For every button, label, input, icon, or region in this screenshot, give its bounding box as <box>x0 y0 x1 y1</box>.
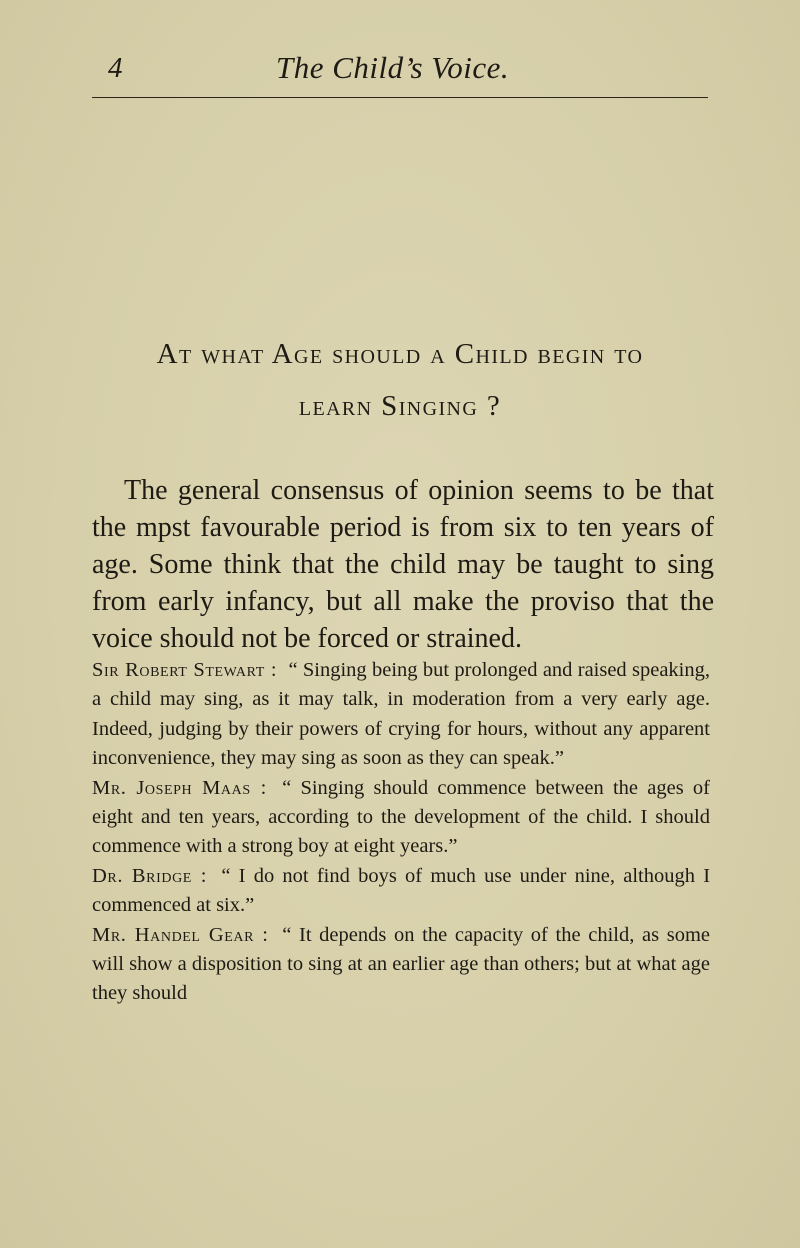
quote-text: “ Singing being but prolonged and raised speaking, a child may sing, as it may talk, in moderation from a very early age. Indeed, judging by their powers of crying for hours, without any apparent inconvenience, they may sing as soon as they can speak.” <box>92 659 711 770</box>
quote-text: “ Singing should commence between the ages of eight and ten years, according to the development of the child. I should commence with a strong boy at eight years.” <box>92 776 710 858</box>
quote-paragraph <box>92 921 710 1009</box>
chapter-title <box>60 328 740 432</box>
quote-paragraph <box>92 774 710 862</box>
quote-speaker: Sir Robert Stewart : <box>92 659 278 681</box>
intro-paragraph: The general consensus of opinion seems to be that the mpst favourable period is from six to ten years of age. Some think that the child may be taught to sing from early infancy, but all make the proviso that the voice should not be forced or strained. <box>92 475 714 654</box>
quotes-section <box>92 656 710 1009</box>
header-rule <box>92 97 708 98</box>
chapter-title-line-1: At what Age should a Child begin to <box>156 338 644 370</box>
page-number: 4 <box>108 52 123 84</box>
quote-text: “ It depends on the capacity of the child, as some will show a disposition to sing at an earlier age than others; but at what age they should <box>92 923 710 1005</box>
chapter-title-line-2: learn Singing ? <box>298 390 502 422</box>
quote-paragraph <box>92 656 710 774</box>
quote-text: “ I do not find boys of much use under nine, although I commenced at six.” <box>92 864 711 917</box>
page-header <box>0 48 800 88</box>
quote-paragraph <box>92 862 710 921</box>
quote-speaker: Mr. Joseph Maas : <box>92 776 267 799</box>
quote-speaker: Mr. Handel Gear : <box>92 923 269 946</box>
running-title: The Child’s Voice. <box>276 50 510 85</box>
quote-speaker: Dr. Bridge : <box>92 864 208 887</box>
